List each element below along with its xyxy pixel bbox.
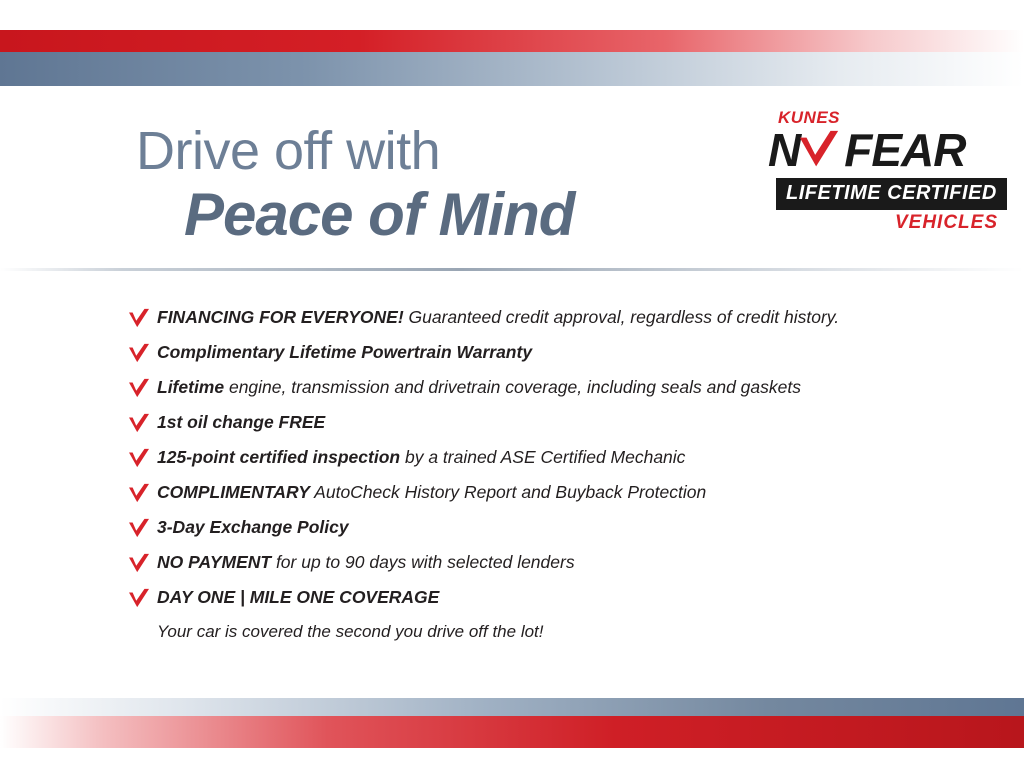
list-item-bold: 1st oil change FREE [157,412,326,432]
list-item [128,306,958,328]
benefits-list [128,306,958,643]
check-mark-icon [128,518,150,538]
headline-divider [0,268,1024,271]
list-item-text [157,446,685,468]
list-item-bold: 3-Day Exchange Policy [157,517,349,537]
check-mark-icon [128,483,150,503]
bottom-grey-band [0,698,1024,716]
logo-brand-text: KUNES [778,108,841,127]
list-item [128,376,958,398]
list-item-bold: Complimentary Lifetime Powertrain Warranty [157,342,533,362]
list-item [128,586,958,643]
list-item-bold: FINANCING FOR EVERYONE! [157,307,404,327]
check-mark-icon [128,378,150,398]
list-item-bold: 125-point certified inspection [157,447,401,467]
check-mark-icon [128,448,150,468]
list-item [128,516,958,538]
list-item-bold: NO PAYMENT [157,552,272,572]
list-item [128,411,958,433]
list-item-rest: Guaranteed credit approval, regardless of credit history. [403,307,840,327]
check-mark-icon [128,308,150,328]
check-mark-icon [128,588,150,608]
list-item-text [157,481,706,503]
logo-lifetime-certified-bar: LIFETIME CERTIFIED [776,178,1007,210]
list-item-rest: by a trained ASE Certified Mechanic [400,447,686,467]
check-mark-icon [128,343,150,363]
logo-name-suffix: FEAR [844,124,966,176]
list-item-text [157,341,532,363]
list-item-text [157,306,839,328]
check-mark-icon [128,553,150,573]
list-item [128,481,958,503]
list-item-text [157,551,575,573]
list-item-text [157,586,439,608]
headline-line-1: Drive off with [136,121,441,181]
list-item-rest: engine, transmission and drivetrain coverage, including seals and gaskets [224,377,801,397]
logo-name-prefix: N [768,124,801,176]
headline-block [136,122,756,248]
list-item [128,551,958,573]
list-item-bold: DAY ONE | MILE ONE COVERAGE [157,587,440,607]
top-grey-band [0,52,1024,86]
bottom-red-band [0,716,1024,748]
list-item-text [157,376,801,398]
list-item-bold: COMPLIMENTARY [157,482,310,502]
list-item [128,341,958,363]
check-mark-icon [796,128,842,174]
top-red-band [0,30,1024,52]
list-item-bold: Lifetime [157,377,225,397]
list-item [128,446,958,468]
headline-line-2: Peace of Mind [184,181,575,248]
list-item-text [157,411,325,433]
check-mark-icon [128,413,150,433]
list-item-subtext: Your car is covered the second you drive off the lot! [157,622,544,641]
list-item-text [157,516,349,538]
kunes-no-fear-logo [768,108,1004,248]
logo-vehicles-text: VEHICLES [894,212,998,233]
list-item-rest: AutoCheck History Report and Buyback Protection [309,482,707,502]
bottom-white-strip [0,748,1024,768]
list-item-rest: for up to 90 days with selected lenders [271,552,575,572]
